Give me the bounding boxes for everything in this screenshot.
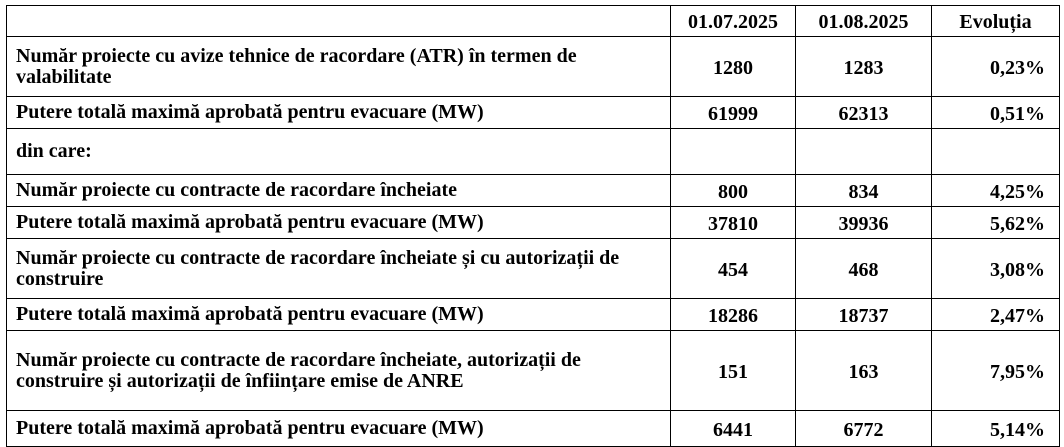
row-evolution bbox=[932, 129, 1060, 175]
table-row bbox=[7, 239, 1060, 299]
row-value-date2: 6772 bbox=[796, 411, 932, 447]
row-value-date2: 1283 bbox=[796, 37, 932, 97]
table-row bbox=[7, 299, 1060, 331]
row-label: din care: bbox=[7, 129, 671, 175]
header-evolution: Evoluția bbox=[932, 6, 1060, 37]
row-evolution: 0,51% bbox=[932, 97, 1060, 129]
row-value-date1 bbox=[671, 129, 796, 175]
row-evolution: 0,23% bbox=[932, 37, 1060, 97]
row-label: Număr proiecte cu contracte de racordare încheiate și cu autorizații de construire bbox=[7, 239, 671, 299]
header-date2: 01.08.2025 bbox=[796, 6, 932, 37]
row-value-date1: 454 bbox=[671, 239, 796, 299]
row-value-date1: 18286 bbox=[671, 299, 796, 331]
table-row bbox=[7, 207, 1060, 239]
header-row bbox=[7, 6, 1060, 37]
table-row bbox=[7, 97, 1060, 129]
row-value-date1: 61999 bbox=[671, 97, 796, 129]
row-value-date2 bbox=[796, 129, 932, 175]
row-evolution: 5,62% bbox=[932, 207, 1060, 239]
row-evolution: 4,25% bbox=[932, 175, 1060, 207]
row-label: Putere totală maximă aprobată pentru evacuare (MW) bbox=[7, 97, 671, 129]
row-value-date1: 37810 bbox=[671, 207, 796, 239]
row-evolution: 7,95% bbox=[932, 331, 1060, 411]
row-label: Putere totală maximă aprobată pentru evacuare (MW) bbox=[7, 299, 671, 331]
row-evolution: 5,14% bbox=[932, 411, 1060, 447]
table-row bbox=[7, 175, 1060, 207]
row-value-date2: 62313 bbox=[796, 97, 932, 129]
row-value-date2: 18737 bbox=[796, 299, 932, 331]
row-label: Număr proiecte cu contracte de racordare încheiate, autorizații de construire și autorizații de înființare emise de ANRE bbox=[7, 331, 671, 411]
data-table bbox=[6, 5, 1060, 447]
row-value-date2: 163 bbox=[796, 331, 932, 411]
table-row bbox=[7, 331, 1060, 411]
row-value-date1: 800 bbox=[671, 175, 796, 207]
row-evolution: 2,47% bbox=[932, 299, 1060, 331]
row-label: Putere totală maximă aprobată pentru evacuare (MW) bbox=[7, 207, 671, 239]
table-row-subheading bbox=[7, 129, 1060, 175]
row-value-date1: 6441 bbox=[671, 411, 796, 447]
row-value-date1: 151 bbox=[671, 331, 796, 411]
table-row bbox=[7, 411, 1060, 447]
row-value-date2: 834 bbox=[796, 175, 932, 207]
row-value-date2: 39936 bbox=[796, 207, 932, 239]
row-evolution: 3,08% bbox=[932, 239, 1060, 299]
row-value-date2: 468 bbox=[796, 239, 932, 299]
row-label: Număr proiecte cu avize tehnice de racordare (ATR) în termen de valabilitate bbox=[7, 37, 671, 97]
header-label-cell bbox=[7, 6, 671, 37]
row-value-date1: 1280 bbox=[671, 37, 796, 97]
row-label: Număr proiecte cu contracte de racordare încheiate bbox=[7, 175, 671, 207]
row-label: Putere totală maximă aprobată pentru evacuare (MW) bbox=[7, 411, 671, 447]
table-row bbox=[7, 37, 1060, 97]
header-date1: 01.07.2025 bbox=[671, 6, 796, 37]
